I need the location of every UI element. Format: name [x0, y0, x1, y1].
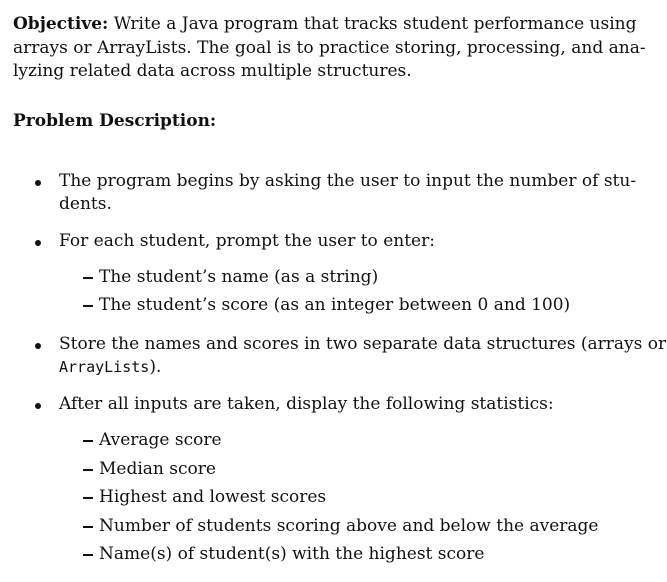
bullet-4-sub-2: Median score [99, 459, 216, 479]
bullet-2-sub-1: The student’s name (as a string) [99, 267, 379, 287]
bullet-4-sub-4: Number of students scoring above and below the average [99, 516, 599, 536]
bullet-4-sub-5: Name(s) of student(s) with the highest score [99, 544, 485, 564]
dash-icon [83, 305, 93, 307]
bullet-4-line-1: After all inputs are taken, display the following statistics: [59, 394, 554, 414]
objective-line-3: lyzing related data across multiple structures. [13, 61, 412, 81]
bullet-4-sub-1: Average score [99, 430, 222, 450]
dash-icon [83, 440, 93, 442]
bullet-4-sub-3: Highest and lowest scores [99, 487, 327, 507]
dash-icon [83, 469, 93, 471]
bullet-1-line-1: The program begins by asking the user to input the number of stu- [59, 171, 637, 191]
objective-line-1 [13, 13, 637, 35]
dash-icon [83, 526, 93, 528]
objective-line-2: arrays or ArrayLists. The goal is to practice storing, processing, and ana- [13, 38, 646, 58]
dash-icon [83, 554, 93, 556]
dash-icon [83, 277, 93, 279]
bullet-icon [35, 240, 41, 246]
objective-label: Objective: [13, 14, 109, 34]
bullet-2-line-1: For each student, prompt the user to enter: [59, 231, 435, 251]
bullet-icon [35, 343, 41, 349]
bullet-3-line-2 [59, 356, 161, 378]
dash-icon [83, 497, 93, 499]
problem-description-heading: Problem Description: [13, 111, 217, 131]
bullet-3-line-1: Store the names and scores in two separate data structures (arrays or [59, 334, 667, 354]
arraylists-code: ArrayLists [59, 358, 150, 376]
bullet-2-sub-2: The student’s score (as an integer between 0 and 100) [99, 295, 571, 315]
bullet-icon [35, 403, 41, 409]
bullet-icon [35, 180, 41, 186]
bullet-3-line-2-tail: ). [149, 357, 162, 377]
objective-text-1: Write a Java program that tracks student performance using [113, 14, 637, 34]
bullet-1-line-2: dents. [59, 194, 112, 214]
